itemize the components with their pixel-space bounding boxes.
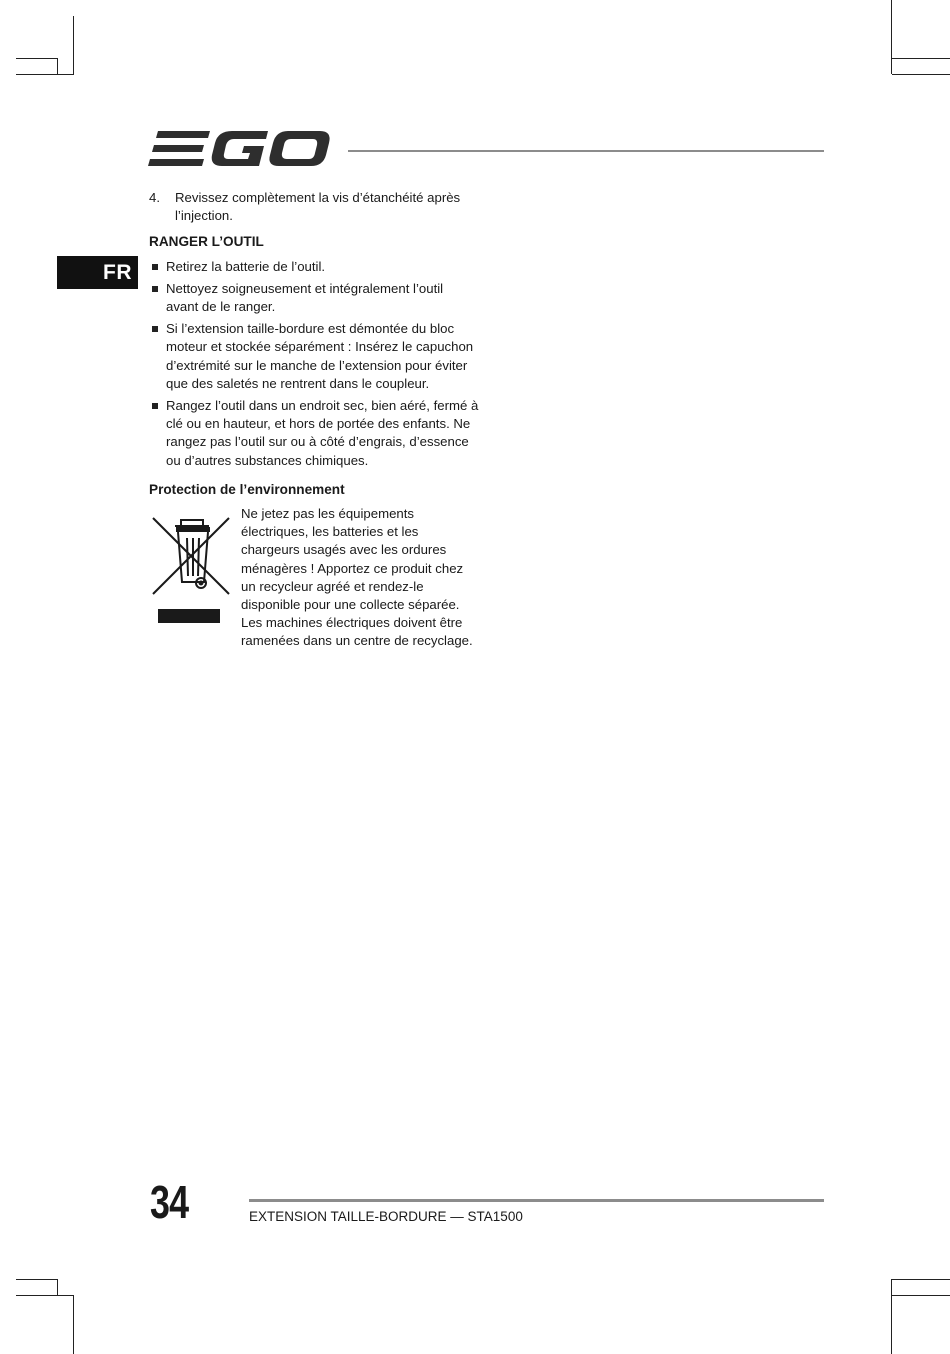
environment-section <box>149 505 479 651</box>
step-4 <box>149 189 479 225</box>
bullet-square-icon <box>149 397 166 470</box>
crop-mark <box>73 16 74 74</box>
footer-title: EXTENSION TAILLE-BORDURE — STA1500 <box>249 1209 523 1224</box>
bullet-text: Nettoyez soigneusement et intégralement l’outil avant de le ranger. <box>166 280 444 315</box>
crop-mark <box>892 1295 950 1296</box>
crop-mark <box>16 58 58 59</box>
ranger-bullet-list <box>149 258 479 470</box>
crop-mark <box>891 1279 892 1354</box>
header-rule <box>348 150 824 152</box>
crop-mark <box>16 1279 58 1280</box>
list-item <box>149 320 479 393</box>
crop-mark <box>892 1279 950 1280</box>
crop-mark <box>892 58 950 59</box>
main-content <box>149 189 479 651</box>
step-text: Revissez complètement la vis d’étanchéité après l’injection. <box>175 190 461 224</box>
bullet-text: Si l’extension taille-bordure est démontée du bloc moteur et stockée séparément : Insérez le capuchon d’extrémité sur le manche de l’extension pour éviter que des saletés ne rentrent dans le coupleur. <box>166 321 474 391</box>
list-item <box>149 280 479 316</box>
footer-rule <box>249 1199 824 1202</box>
heading-ranger-outil: RANGER L’OUTIL <box>149 234 264 250</box>
crop-mark <box>57 1279 58 1295</box>
crop-mark <box>16 74 74 75</box>
environment-text: Ne jetez pas les équipements électriques, les batteries et les chargeurs usagés avec les ordures ménagères ! Apportez ce produit chez un recycleur agréé et rendez-le disponible pour une collecte séparée. Les machines électriques doivent être ramenées dans un centre de recyclage. <box>241 506 473 649</box>
crop-mark <box>891 0 892 74</box>
crop-mark <box>57 58 58 74</box>
step-number: 4. <box>149 190 160 205</box>
heading-environment: Protection de l’environnement <box>149 481 345 497</box>
ego-logo <box>148 128 332 172</box>
page-number: 34 <box>150 1176 189 1228</box>
language-tab: FR <box>57 256 138 289</box>
bullet-text: Rangez l’outil dans un endroit sec, bien aéré, fermé à clé ou en hauteur, et hors de portée des enfants. Ne rangez pas l’outil sur ou à côté d’engrais, d’essence ou d’autres substances chimiques. <box>166 398 479 468</box>
crop-mark <box>73 1295 74 1354</box>
bullet-square-icon <box>149 280 166 316</box>
bullet-square-icon <box>149 258 166 276</box>
weee-crossed-out-bin-icon <box>149 505 241 635</box>
crop-mark <box>892 74 950 75</box>
bullet-square-icon <box>149 320 166 393</box>
crop-mark <box>16 1295 74 1296</box>
bullet-text: Retirez la batterie de l’outil. <box>166 258 326 274</box>
list-item <box>149 258 479 276</box>
list-item <box>149 397 479 470</box>
